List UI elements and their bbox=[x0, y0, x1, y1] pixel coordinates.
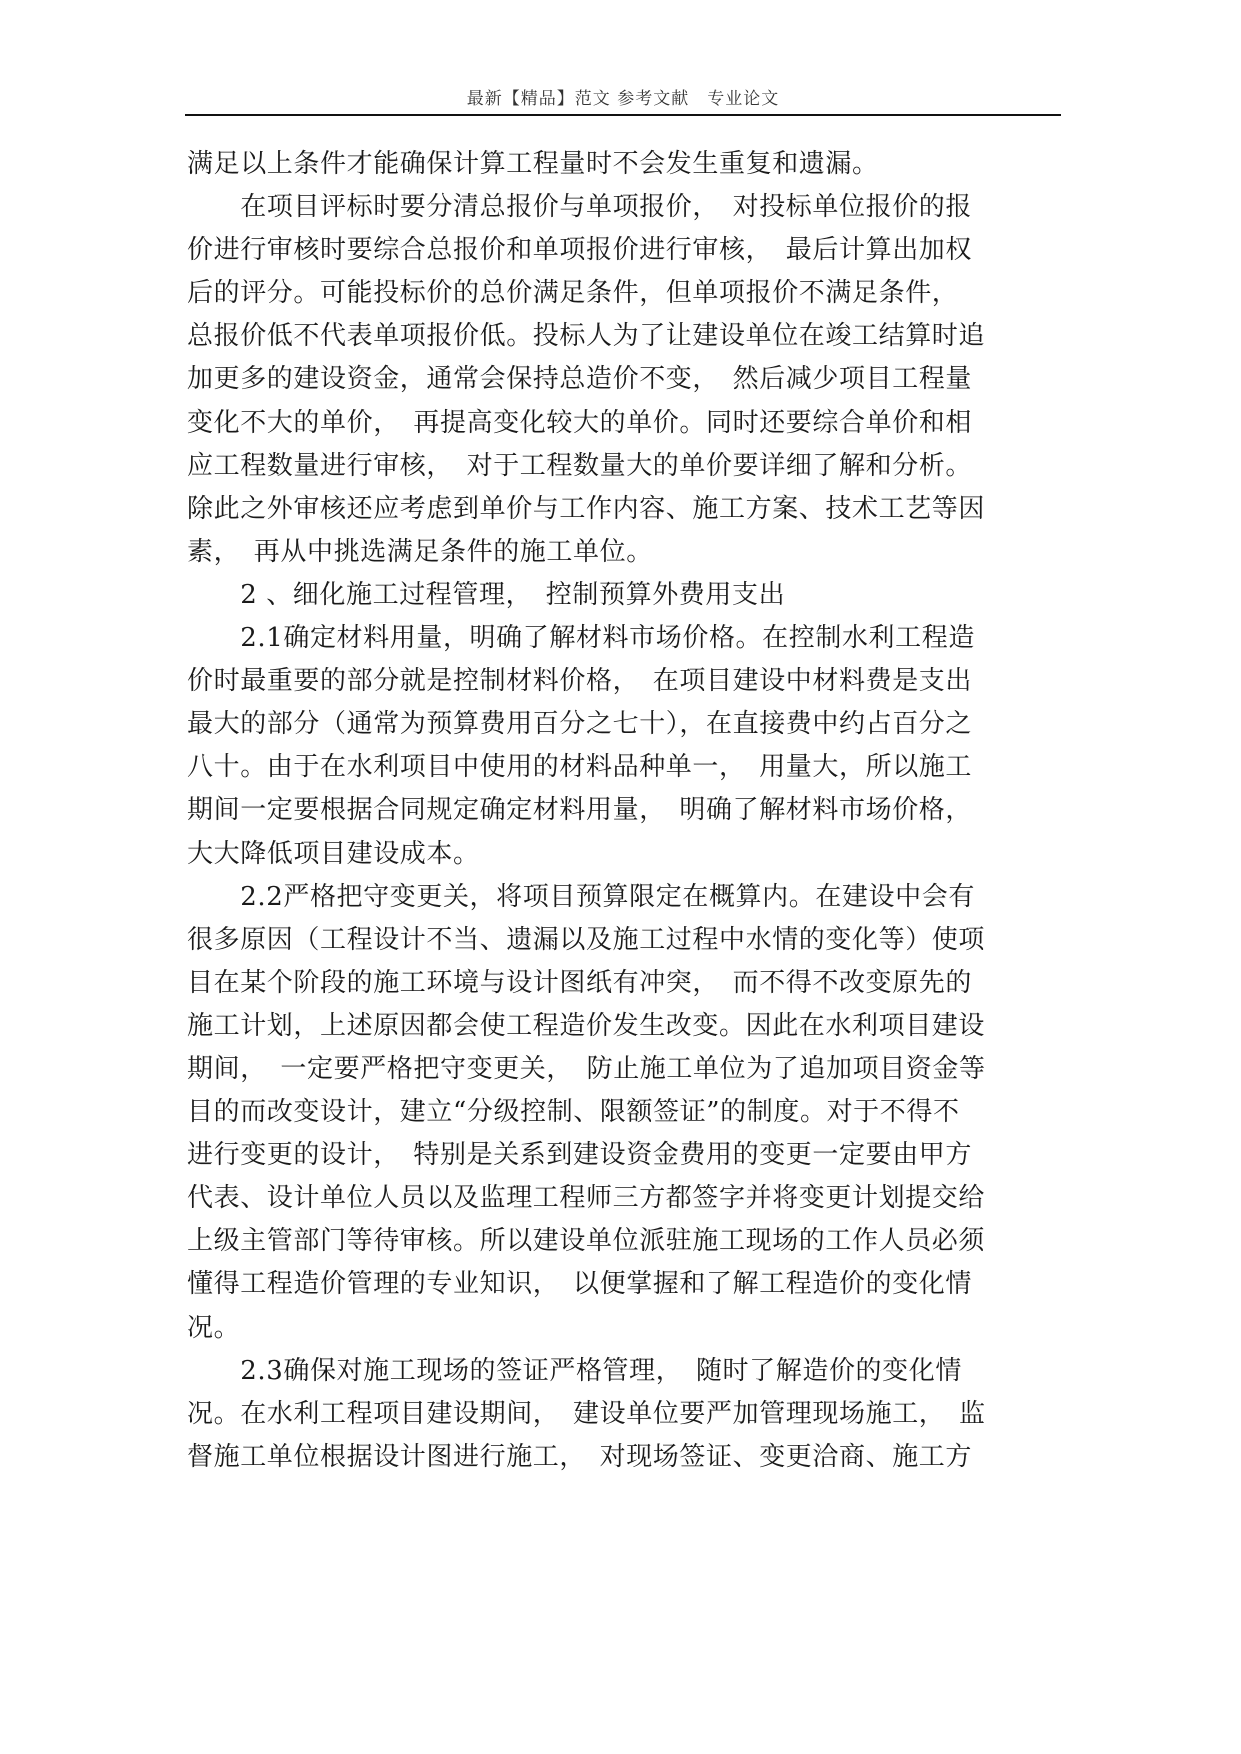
text-line: 2.2严格把守变更关，将项目预算限定在概算内。在建设中会有 bbox=[187, 881, 975, 912]
text-line: 进行变更的设计， 特别是关系到建设资金费用的变更一定要由甲方 bbox=[187, 1140, 973, 1171]
text-line: 最大的部分（通常为预算费用百分之七十），在直接费中约占百分之 bbox=[187, 709, 973, 740]
text-line: 况。 bbox=[187, 1312, 241, 1343]
text-line: 目在某个阶段的施工环境与设计图纸有冲突， 而不得不改变原先的 bbox=[187, 967, 973, 998]
text-line: 八十。由于在水利项目中使用的材料品种单一， 用量大，所以施工 bbox=[187, 752, 973, 783]
text-line: 代表、设计单位人员以及监理工程师三方都签字并将变更计划提交给 bbox=[187, 1183, 986, 1214]
text-line: 期间一定要根据合同规定确定材料用量， 明确了解材料市场价格， bbox=[187, 795, 973, 826]
page-header: 最新【精品】范文 参考文献 专业论文 bbox=[466, 89, 780, 109]
text-line: 2.3确保对施工现场的签证严格管理， 随时了解造价的变化情 bbox=[187, 1355, 962, 1386]
text-line: 素， 再从中挑选满足条件的施工单位。 bbox=[187, 536, 653, 567]
text-line: 满足以上条件才能确保计算工程量时不会发生重复和遗漏。 bbox=[187, 149, 879, 179]
body-text bbox=[187, 143, 1067, 1479]
text-line: 2.1确定材料用量，明确了解材料市场价格。在控制水利工程造 bbox=[187, 623, 975, 654]
text-line: 除此之外审核还应考虑到单价与工作内容、施工方案、技术工艺等因 bbox=[187, 493, 986, 524]
text-line: 很多原因（工程设计不当、遗漏以及施工过程中水情的变化等）使项 bbox=[187, 924, 986, 955]
text-line: 加更多的建设资金，通常会保持总造价不变， 然后减少项目工程量 bbox=[187, 364, 973, 395]
text-line: 上级主管部门等待审核。所以建设单位派驻施工现场的工作人员必须 bbox=[187, 1226, 986, 1257]
text-line: 价时最重要的部分就是控制材料价格， 在项目建设中材料费是支出 bbox=[187, 666, 973, 697]
text-line: 目的而改变设计，建立“分级控制、限额签证”的制度。对于不得不 bbox=[187, 1097, 960, 1128]
header-rule bbox=[185, 114, 1061, 116]
text-line: 督施工单位根据设计图进行施工， 对现场签证、变更洽商、施工方 bbox=[187, 1441, 973, 1472]
text-line: 懂得工程造价管理的专业知识， 以便掌握和了解工程造价的变化情 bbox=[187, 1269, 973, 1300]
text-line: 期间， 一定要严格把守变更关， 防止施工单位为了追加项目资金等 bbox=[187, 1053, 986, 1084]
text-line: 变化不大的单价， 再提高变化较大的单价。同时还要综合单价和相 bbox=[187, 407, 973, 438]
text-line: 价进行审核时要综合总报价和单项报价进行审核， 最后计算出加权 bbox=[187, 235, 973, 266]
text-line: 况。在水利工程项目建设期间， 建设单位要严加管理现场施工， 监 bbox=[187, 1398, 986, 1429]
section-heading: 2 、细化施工过程管理， 控制预算外费用支出 bbox=[187, 579, 786, 610]
text-line: 后的评分。可能投标价的总价满足条件，但单项报价不满足条件， bbox=[187, 278, 959, 309]
text-line: 施工计划，上述原因都会使工程造价发生改变。因此在水利项目建设 bbox=[187, 1010, 986, 1041]
text-line: 总报价低不代表单项报价低。投标人为了让建设单位在竣工结算时追 bbox=[187, 321, 986, 352]
text-line: 应工程数量进行审核， 对于工程数量大的单价要详细了解和分析。 bbox=[187, 450, 973, 481]
text-line: 在项目评标时要分清总报价与单项报价， 对投标单位报价的报 bbox=[187, 192, 973, 223]
text-line: 大大降低项目建设成本。 bbox=[187, 838, 480, 869]
